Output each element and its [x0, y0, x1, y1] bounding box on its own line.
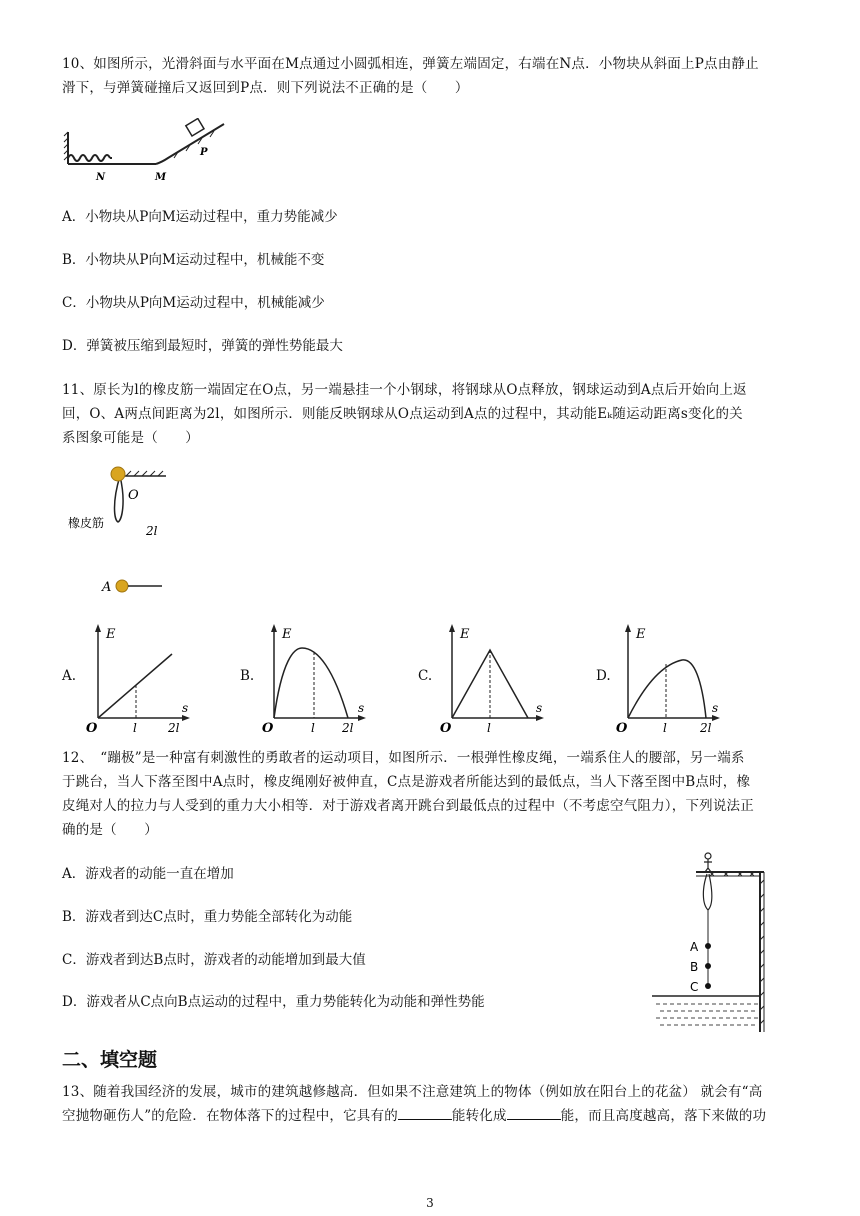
q13-blank-1[interactable] — [398, 1105, 452, 1120]
q13-line2-c: 能，而且高度越高，落下来做的功 — [560, 1108, 767, 1124]
q10-label-m: M — [155, 172, 167, 183]
q13-stem — [62, 1080, 802, 1128]
q11-graph-a-xlabel: s — [182, 701, 189, 715]
q10-stem-line2: 滑下，与弹簧碰撞后又返回到P点．则下列说法不正确的是（ ） — [62, 80, 469, 96]
q11-graph-a — [86, 620, 196, 738]
q12-figure — [650, 848, 772, 1034]
q10-option-c: C．小物块从P向M运动过程中，机械能减少 — [62, 295, 325, 311]
q13-line2-b: 能转化成 — [451, 1108, 507, 1124]
q11-graph-b-ylabel: E — [282, 627, 292, 642]
page-number: 3 — [426, 1196, 434, 1210]
q11-graph-d-curve — [628, 660, 706, 718]
q11-stem — [62, 378, 802, 450]
q11-label-o: O — [128, 488, 139, 503]
q13-line1: 13、随着我国经济的发展，城市的建筑越修越高．但如果不注意建筑上的物体（例如放在阳台上的花盆） 就会有“高 — [62, 1084, 763, 1100]
q11-graph-d-origin: O — [616, 721, 628, 736]
q10-label-n: N — [96, 172, 106, 183]
q11-graph-c-xlabel: s — [536, 701, 543, 715]
q13-line2-a: 空抛物砸伤人”的危险．在物体落下的过程中，它具有的 — [62, 1108, 398, 1124]
q12-option-d: D．游戏者从C点向B点运动的过程中，重力势能转化为动能和弹性势能 — [62, 994, 485, 1010]
q11-graph-d-xlabel: s — [712, 701, 719, 715]
q12-stem-line1: 12、 “蹦极”是一种富有刺激性的勇敢者的运动项目，如图所示．一根弹性橡皮绳，一端系住人的腰部，另一端系 — [62, 750, 745, 766]
q11-graph-d — [616, 620, 726, 738]
q11-graph-c-tick-l: l — [487, 721, 491, 735]
q11-graph-a-origin: O — [86, 721, 98, 736]
q11-graph-a-ylabel: E — [106, 627, 116, 642]
q11-graph-b — [262, 620, 372, 738]
q11-graph-b-xlabel: s — [358, 701, 365, 715]
q11-graph-b-curve — [274, 648, 348, 718]
section-title: 二、填空题 — [62, 1049, 158, 1071]
q11-graph-a-tick-l: l — [133, 721, 137, 735]
q11-graph-a-letter: A. — [62, 668, 77, 684]
q11-graph-b-origin: O — [262, 721, 274, 736]
q12-option-a: A．游戏者的动能一直在增加 — [62, 866, 234, 882]
q11-figure — [62, 462, 172, 602]
q11-label-a: A — [102, 580, 112, 595]
q12-option-c: C．游戏者到达B点时，游戏者的动能增加到最大值 — [62, 952, 366, 968]
q12-label-b: B — [690, 960, 699, 974]
q12-stem — [62, 746, 802, 842]
q13-line2 — [62, 1104, 802, 1128]
q10-option-b: B．小物块从P向M运动过程中，机械能不变 — [62, 252, 325, 268]
q11-graph-d-tick-l: l — [663, 721, 667, 735]
q11-graph-c-origin: O — [440, 721, 452, 736]
q11-graph-b-tick-l: l — [311, 721, 315, 735]
q11-graph-a-tick-2l: 2l — [168, 721, 180, 735]
q11-label-rubber: 橡皮筋 — [68, 516, 105, 530]
q12-stem-line3: 皮绳对人的拉力与人受到的重力大小相等．对于游戏者离开跳台到最低点的过程中（不考虑空气阻力），下列说法正 — [62, 798, 754, 814]
q10-option-d: D．弹簧被压缩到最短时，弹簧的弹性势能最大 — [62, 338, 343, 354]
q11-graph-d-tick-2l: 2l — [700, 721, 712, 735]
q11-stem-line2: 回，O、A两点间距离为2l，如图所示．则能反映钢球从O点运动到A点的过程中，其动能Eₖ随运动距离s变化的关 — [62, 406, 743, 422]
q11-label-2l: 2l — [146, 524, 158, 538]
q11-graph-b-tick-2l: 2l — [342, 721, 354, 735]
q11-graph-b-letter: B. — [240, 668, 255, 684]
q11-graph-d-ylabel: E — [636, 627, 646, 642]
q10-figure — [62, 118, 232, 188]
q11-graph-c — [440, 620, 550, 738]
q10-stem-line1: 10、如图所示，光滑斜面与水平面在M点通过小圆弧相连，弹簧左端固定，右端在N点．小物块从斜面上P点由静止 — [62, 56, 759, 72]
q11-stem-line1: 11、原长为l的橡皮筋一端固定在O点，另一端悬挂一个小钢球，将钢球从O点释放，钢球运动到A点后开始向上返 — [62, 382, 747, 398]
q12-label-a: A — [690, 940, 699, 954]
q11-graph-c-ylabel: E — [460, 627, 470, 642]
q11-graph-c-letter: C. — [418, 668, 433, 684]
q11-graph-d-letter: D. — [596, 668, 611, 684]
q12-stem-line4: 确的是（ ） — [62, 822, 158, 838]
q12-option-b: B．游戏者到达C点时，重力势能全部转化为动能 — [62, 909, 353, 925]
q10-label-p: P — [200, 147, 208, 158]
q13-blank-2[interactable] — [507, 1105, 561, 1120]
q12-label-c: C — [690, 980, 699, 994]
q12-stem-line2: 于跳台，当人下落至图中A点时，橡皮绳刚好被伸直，C点是游戏者所能达到的最低点，当人下落至图中B点时，橡 — [62, 774, 751, 790]
q11-stem-line3: 系图象可能是（ ） — [62, 430, 199, 446]
q10-stem — [62, 52, 802, 100]
q10-option-a: A．小物块从P向M运动过程中，重力势能减少 — [62, 209, 338, 225]
q11-graph-a-curve — [98, 654, 172, 718]
